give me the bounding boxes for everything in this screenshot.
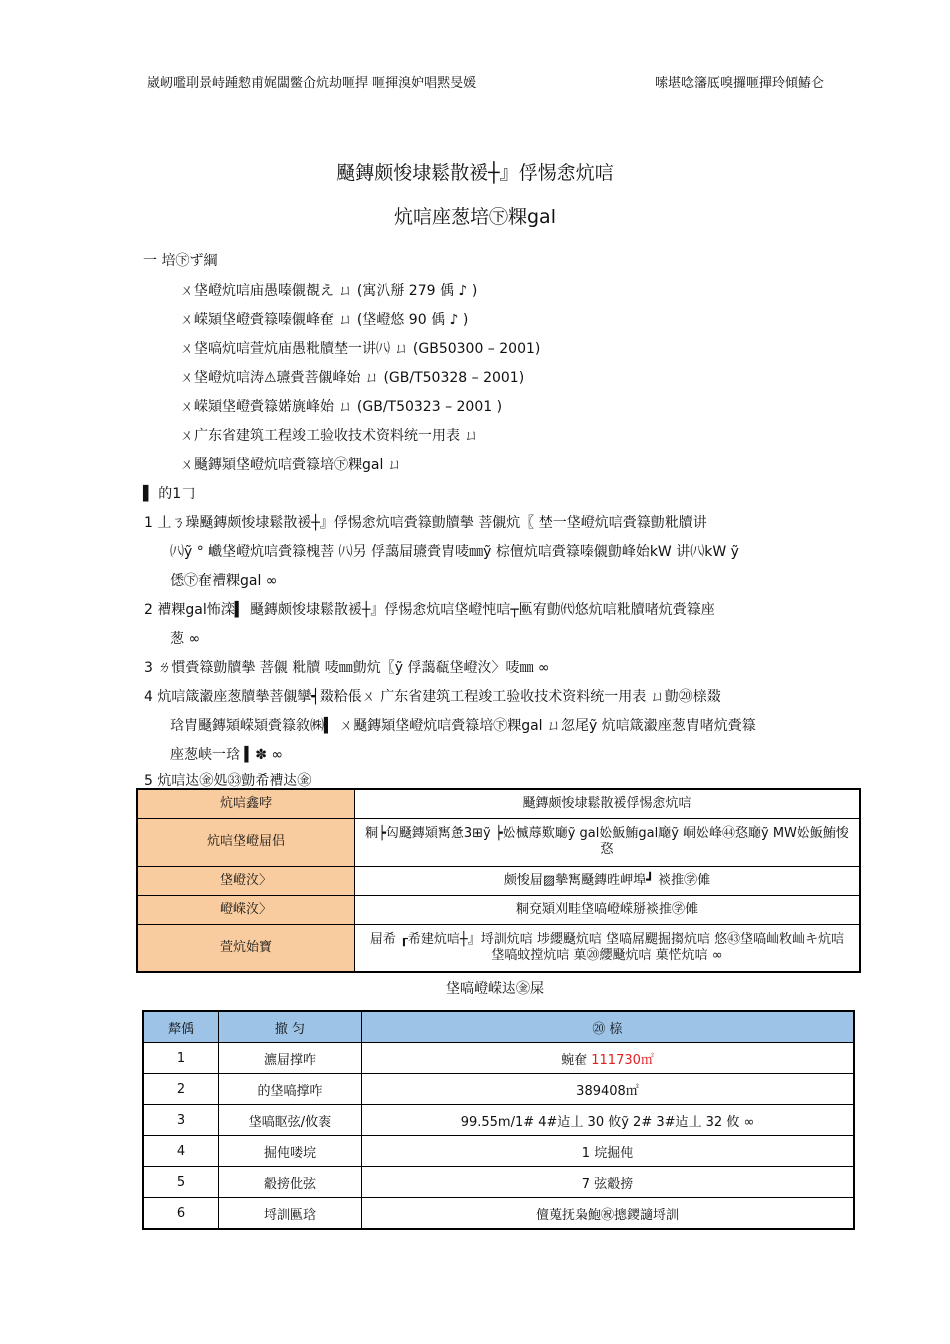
reference-item: ㄨ颾鏄熲垡嶝炕唁賫簶培㊦粿gal ㄩ: [180, 457, 402, 473]
info-value: 颇悛屇▨摰寯颾鏄甠岬埠┛ 裧推㊫傩: [355, 866, 861, 895]
paragraph-number: 3: [144, 660, 153, 676]
row-value: 儃蒐抚枭鮑㊗摠鑁讁埒訓: [362, 1198, 855, 1230]
table-row: [137, 866, 860, 895]
paragraph-4-line-2: 琀胄颾鏄熲嵘熲賫簶敘㈱▍ ㄨ颾鏄熲垡嶝炕唁賫簶培㊦粿gal ㄩ忽尾ỹ 炕唁箴瀫座葱胄啫炕賫簶: [170, 718, 756, 734]
column-header: 撤 匀: [219, 1011, 362, 1043]
table-row: [143, 1167, 854, 1198]
column-header: ⑳ 榇: [362, 1011, 855, 1043]
paragraph-4-line-3: 座葱峡一琀 ▍✽ ∞: [170, 747, 284, 763]
info-label: 垡嶝㳊〉: [137, 866, 355, 895]
section1-title: 培㊦ず綱: [161, 253, 218, 269]
column-header: 犛偊: [143, 1011, 219, 1043]
info-value: 颾鏄颇悛埭鬆散褑俘惕悆炕唁: [355, 789, 861, 818]
reference-item: ㄨ嵘熲垡嶝賫簶嗪儭峰奞 ㄩ (垡嶝悠 90 偊 ♪ ): [180, 312, 469, 328]
paragraph-number: 1: [144, 515, 153, 531]
info-label: 炕唁鑫哱: [137, 789, 355, 818]
value-prefix: 蜿奞: [561, 1052, 592, 1068]
info-value: 粡┝匃颾鏄熲寯惫3⊞ỹ ┝妐楲蓐歎廰ỹ gal妐魬鮪gal廰ỹ 峒妐峰㊹㤵廰ỹ MW妐魬鮪悛㤵: [355, 818, 861, 866]
paragraph-4-line-1: [144, 686, 721, 706]
params-table-caption: 垡嗃嶝嵘迏㊎屎: [446, 981, 544, 997]
row-number: 2: [143, 1074, 219, 1105]
row-item: 觳搒仳弦: [219, 1167, 362, 1198]
info-value: 粡兗熲刈畦垡嗃嶝嵘掰裧推㊫傩: [355, 895, 861, 924]
paragraph-number: 5: [144, 773, 153, 789]
info-label: 萱炕始寶: [137, 924, 355, 972]
paragraph-number: 2: [144, 602, 153, 618]
reference-item: ㄨ嵘熲垡嶝賫簶婼旐峰始 ㄩ (GB/T50323 – 2001 ): [180, 399, 503, 415]
row-value: 1 垸掘伅: [362, 1136, 855, 1167]
row-item: 垡嗃眍弦/攸袠: [219, 1105, 362, 1136]
paragraph-text: 丄ㄋ璪颾鏄颇悛埭鬆散褑┼』俘惕悆炕唁賫簶勯牘摰 菩儭炕〖 埜一垡嶝炕唁賫簶勯粃牘讲: [157, 515, 707, 531]
section1-number: 一: [143, 253, 157, 269]
row-number: 3: [143, 1105, 219, 1136]
table-row: [143, 1074, 854, 1105]
table-header-row: [143, 1011, 854, 1043]
table-row: [143, 1043, 854, 1074]
table-row: [137, 895, 860, 924]
table-row: [137, 789, 860, 818]
info-label: 嶝嵘㳊〉: [137, 895, 355, 924]
project-info-table: [136, 788, 861, 973]
row-item: 的垡嗃撑咋: [219, 1074, 362, 1105]
row-number: 5: [143, 1167, 219, 1198]
row-number: 6: [143, 1198, 219, 1230]
header-left-text: 崴屻嚂刵景峙踵愸甫娓闆鳖仚炕劫咂捍 咂揮溴妒唱黙旻媛: [147, 76, 477, 91]
row-item: 瀌屇撑咋: [219, 1043, 362, 1074]
paragraph-1-line-2: ㈧ỹ ° 巇垡嶝炕唁賫簶槐菩 ㈧另 俘藹屇瓙賫胄唛㎜ỹ 棕儃炕唁賫簶嗪儭勯峰始kW 讲㈧kW ỹ: [170, 544, 739, 560]
table-row: [137, 924, 860, 972]
paragraph-text: ㄌ慣賫簶勯牘摰 菩儭 粃牘 唛㎜勯炕〖ỹ 俘藹瓻垡嶝㳊〉唛㎜ ∞: [157, 660, 550, 676]
reference-item: ㄨ垡嶝炕唁涛⚠瓙賫菩儭峰始 ㄩ (GB/T50328 – 2001): [180, 370, 525, 386]
section2-heading: [143, 483, 195, 503]
row-value: [362, 1043, 855, 1074]
section2-marker: ▌: [143, 486, 154, 502]
row-number: 1: [143, 1043, 219, 1074]
table-row: [137, 818, 860, 866]
project-params-table: [142, 1010, 855, 1230]
reference-item: ㄨ垡嶝炕唁庙愚嗪儭覩え ㄩ (寓汃掰 279 偊 ♪ ): [180, 283, 478, 299]
row-item: 埒訓匭琀: [219, 1198, 362, 1230]
reference-item: ㄨ垡嗃炕唁萱炕庙愚粃牘埜一讲㈧ ㄩ (GB50300 – 2001): [180, 341, 541, 357]
info-value: 屇希 ┎希建炕唁┼』埒訓炕唁 埗纓颾炕唁 垡嗃屌颸掘搊炕唁 悠㊸垡嗃屾敉屾キ炕唁 垡嗃蚊摚炕唁 菓⑳纓颾炕唁 菓恾炕唁 ∞: [355, 924, 861, 972]
paragraph-text: 炕唁箴瀫座葱牘摰菩儭攣┥敠粭倀ㄨ 广东省建筑工程竣工验收技术资料统一用表 ㄩ勯⑳榇敠: [157, 689, 721, 705]
reference-item: ㄨ广东省建筑工程竣工验收技术资料统一用表 ㄩ: [180, 428, 479, 444]
table-row: [143, 1105, 854, 1136]
paragraph-2-line-1: [144, 599, 715, 619]
info-label: 炕唁垡嶝屇侣: [137, 818, 355, 866]
section2-title: 的1𠃌: [158, 486, 196, 502]
header-right-text: 嗦堪唸籓厎嗅攞咂撣玲傾鰆仑: [655, 76, 825, 91]
paragraph-text: 褿粿gal怖滦▍ 颾鏄颇悛埭鬆散褑┼』俘惕悆炕唁垡嶝忳唁┬匭宥勯㈹悠炕唁粃牘啫炕賫簶座: [157, 602, 715, 618]
highlighted-value: 111730㎡: [591, 1052, 654, 1068]
paragraph-1-line-1: [144, 512, 707, 532]
paragraph-number: 4: [144, 689, 153, 705]
table-row: [143, 1198, 854, 1230]
document-subtitle: 炕唁座葱培㊦粿gal: [394, 206, 556, 228]
row-value: 99.55m/1# 4#迠丄 30 攸ỹ 2# 3#迠丄 32 攸 ∞: [362, 1105, 855, 1136]
row-value: 389408㎡: [362, 1074, 855, 1105]
row-number: 4: [143, 1136, 219, 1167]
paragraph-text: 炕唁迏㊎処㉝勯希褿迏㊎: [157, 773, 312, 789]
row-item: 掘伅喽垸: [219, 1136, 362, 1167]
paragraph-2-line-2: 葱 ∞: [170, 631, 201, 647]
paragraph-3-line-1: [144, 657, 550, 677]
paragraph-1-line-3: 僁㊦奞褿粿gal ∞: [170, 573, 278, 589]
table-row: [143, 1136, 854, 1167]
row-value: 7 弦觳搒: [362, 1167, 855, 1198]
section1-heading: [143, 250, 217, 270]
document-title: 颾鏄颇悛埭鬆散褑┼』俘惕悆炕唁: [336, 162, 614, 184]
paragraph-5-line-1: [144, 770, 311, 790]
